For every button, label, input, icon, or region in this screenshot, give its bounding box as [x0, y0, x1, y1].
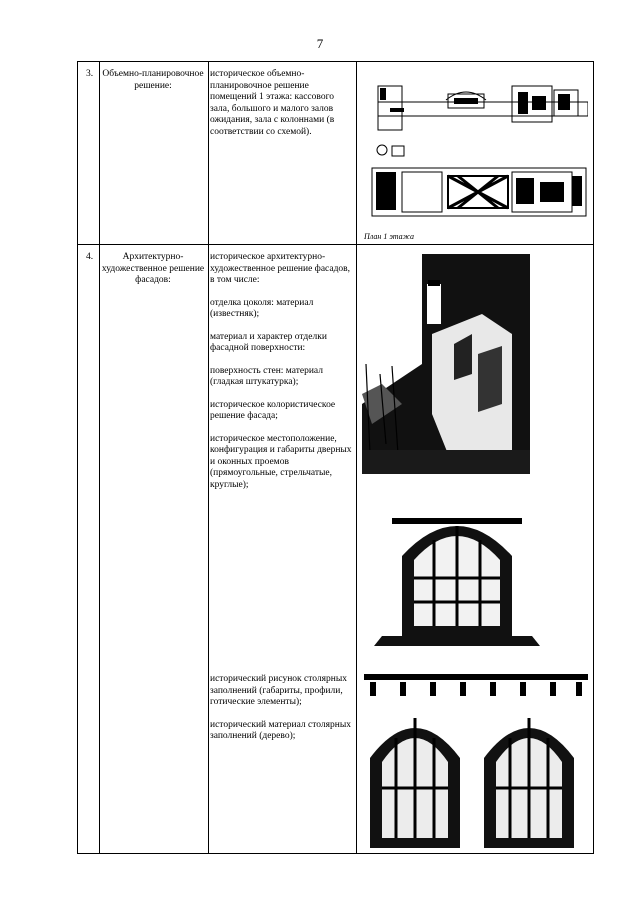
description-item: исторический рисунок столярных заполнений (габариты, профили, готические элементы); [210, 674, 347, 707]
page-number: 7 [316, 36, 324, 51]
column-divider [356, 62, 357, 853]
row-4-description [210, 252, 352, 502]
row-divider [78, 244, 593, 245]
row-3-number: 3. [86, 69, 94, 79]
description-item: историческое колористическое решение фасада; [210, 399, 336, 421]
gothic-window-photo [362, 486, 552, 646]
row-4-description-lower [210, 674, 352, 754]
row-3-name: Объемно-планировочное решение: [102, 69, 204, 91]
floor-plan-figure [362, 72, 588, 232]
column-divider [208, 62, 209, 853]
description-item: материал и характер отделки фасадной поверхности: [210, 331, 327, 353]
arched-windows-photo [360, 668, 592, 848]
facade-photo [362, 254, 530, 474]
description-item: отделка цоколя: материал (известняк); [210, 297, 314, 319]
row-3-description [210, 69, 352, 149]
requirements-table [77, 61, 594, 854]
row-3-description-text: историческое объемно-планировочное решение помещений 1 этажа: кассового зала, большого и малого залов ожидания, зала с колоннами (в соответствии со схемой). [210, 69, 335, 137]
row-4-name: Архитектурно-художественное решение фасадов: [101, 252, 205, 285]
floor-plan-caption: План 1 этажа [364, 232, 414, 241]
description-item: поверхность стен: материал (гладкая штукатурка); [210, 365, 323, 387]
row-4-number: 4. [86, 252, 94, 262]
description-item: историческое местоположение, конфигурация и габариты дверных и оконных проемов (прямоугольные, стрельчатые, круглые); [210, 433, 352, 490]
column-divider [99, 62, 100, 853]
description-item: историческое архитектурно-художественное решение фасадов, в том числе: [210, 252, 351, 285]
description-item: исторический материал столярных заполнений (дерево); [210, 719, 351, 741]
